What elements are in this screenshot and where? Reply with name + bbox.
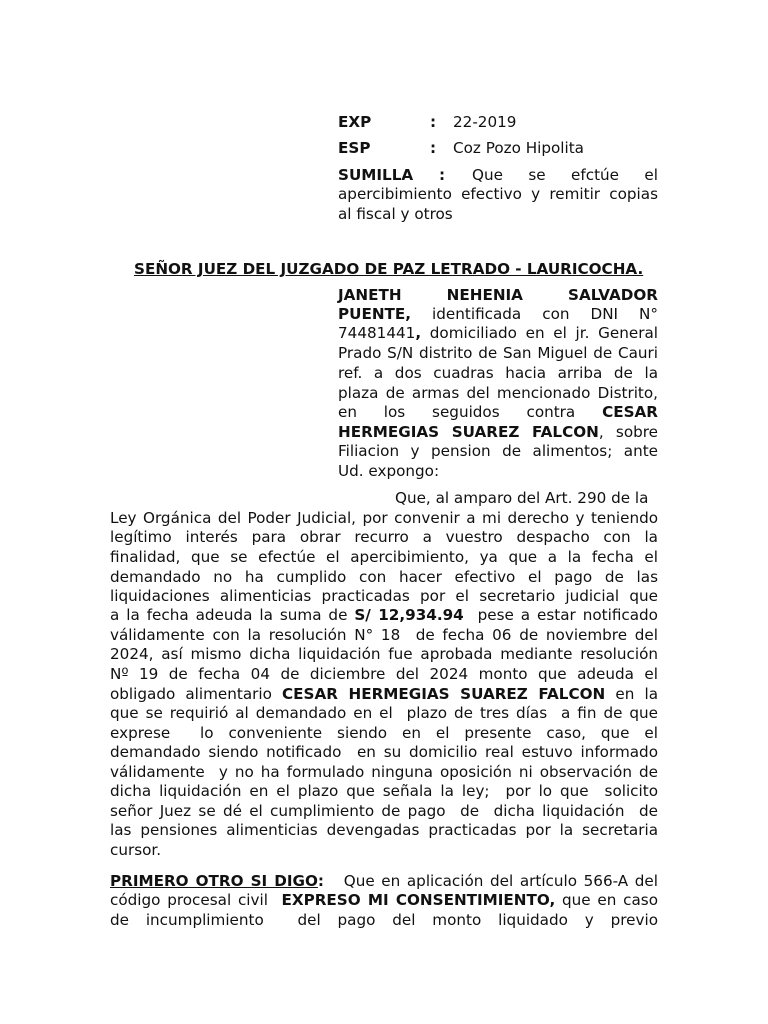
petitioner-line: PUENTE, identificada con DNI N° xyxy=(338,305,658,323)
body-line: señor Juez se dé el cumplimiento de pago de dicha liquidación de xyxy=(110,802,658,820)
sumilla-label: SUMILLA xyxy=(338,166,414,184)
body-line: exprese lo conveniente siendo en el presente caso, que el xyxy=(110,724,658,742)
petitioner-line: Prado S/N distrito de San Miguel de Cauri xyxy=(338,344,658,362)
exp-colon: : xyxy=(430,113,437,131)
body-line: demandado no ha cumplido con hacer efectivo el pago de las xyxy=(110,568,658,586)
body-line: liquidaciones alimenticias practicadas por el secretario judicial que xyxy=(110,587,658,605)
body-line: demandado siendo notificado en su domicilio real estuvo informado xyxy=(110,743,658,761)
sumilla-line: al fiscal y otros xyxy=(338,205,453,223)
body-line: finalidad, que se efectúe el apercibimiento, ya que a la fecha el xyxy=(110,548,658,566)
body-line: legítimo interés para obrar recurro a vuestro despacho con la xyxy=(110,528,658,546)
otrosi-heading: PRIMERO OTRO SI DIGO xyxy=(110,872,318,890)
exp-value: 22-2019 xyxy=(453,113,517,131)
petitioner-line: JANETH NEHENIA SALVADOR xyxy=(338,286,658,304)
body-line: Que, al amparo del Art. 290 de la xyxy=(395,489,649,507)
petitioner-line: ref. a dos cuadras hacia arriba de la xyxy=(338,364,658,382)
sumilla-colon: : xyxy=(439,166,446,184)
body-line: 2024, así mismo dicha liquidación fue aprobada mediante resolución xyxy=(110,645,658,663)
sumilla-line: Que se efctúe el xyxy=(472,166,658,184)
body-line: dicha liquidación en el plazo que señala la ley; por lo que solicito xyxy=(110,782,658,800)
amount-owed: S/ 12,934.94 xyxy=(354,606,464,624)
otrosi-line: PRIMERO OTRO SI DIGO: Que en aplicación del artículo 566-A del xyxy=(110,872,658,890)
petitioner-line: plaza de armas del mencionado Distrito, xyxy=(338,384,658,402)
otrosi-line: código procesal civil EXPRESO MI CONSENTIMIENTO, que en caso xyxy=(110,891,658,909)
body-line: cursor. xyxy=(110,841,162,859)
body-line: Nº 19 de fecha 04 de diciembre del 2024 monto que adeuda el xyxy=(110,665,658,683)
petitioner-line: HERMEGIAS SUAREZ FALCON, sobre xyxy=(338,423,658,441)
petitioner-line: en los seguidos contra CESAR xyxy=(338,403,658,421)
body-line: a la fecha adeuda la suma de S/ 12,934.94 pese a estar notificado xyxy=(110,606,658,624)
addressee-heading: SEÑOR JUEZ DEL JUZGADO DE PAZ LETRADO - LAURICOCHA. xyxy=(134,260,644,278)
petitioner-line: Ud. expongo: xyxy=(338,462,440,480)
body-line: válidamente con la resolución N° 18 de fecha 06 de noviembre del xyxy=(110,626,658,644)
petitioner-line: Filiacion y pension de alimentos; ante xyxy=(338,442,658,460)
sumilla-line: apercibimiento efectivo y remitir copias xyxy=(338,185,658,203)
exp-label: EXP xyxy=(338,113,372,131)
body-line: Ley Orgánica del Poder Judicial, por convenir a mi derecho y teniendo xyxy=(110,509,658,527)
esp-value: Coz Pozo Hipolita xyxy=(453,139,584,157)
esp-colon: : xyxy=(430,139,437,157)
body-line: válidamente y no ha formulado ninguna oposición ni observación de xyxy=(110,763,658,781)
otrosi-line: de incumplimiento del pago del monto liquidado y previo xyxy=(110,911,658,929)
body-line: las pensiones alimenticias devengadas practicadas por la secretaria xyxy=(110,821,658,839)
body-line: obligado alimentario CESAR HERMEGIAS SUAREZ FALCON en la xyxy=(110,685,658,703)
petitioner-line: 74481441, domiciliado en el jr. General xyxy=(338,324,658,342)
esp-label: ESP xyxy=(338,139,371,157)
body-line: que se requirió al demandado en el plazo de tres días a fin de que xyxy=(110,704,658,722)
